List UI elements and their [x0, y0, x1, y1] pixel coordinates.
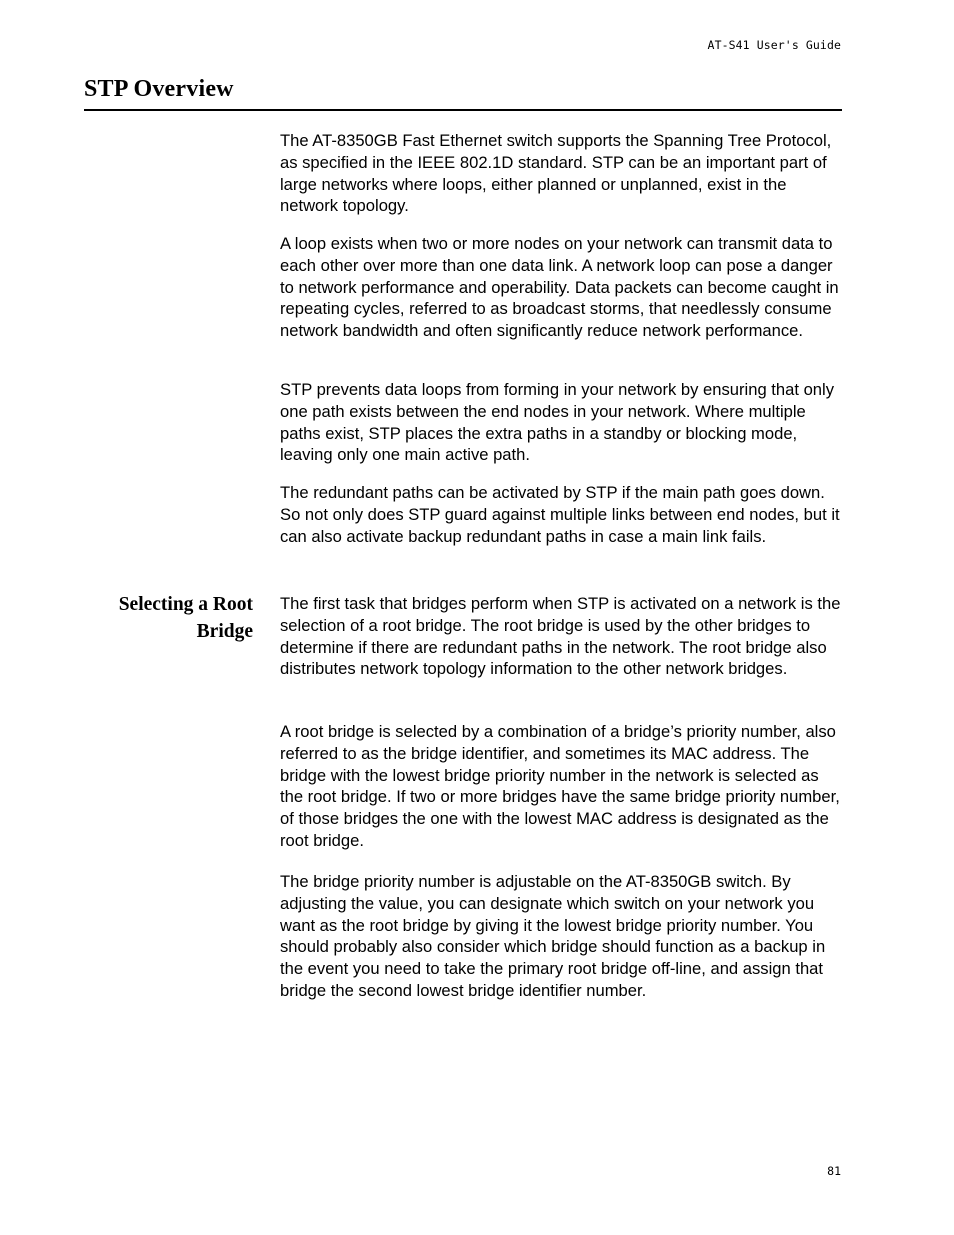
page-number: 81 [827, 1164, 841, 1178]
paragraph-stp-prevents-loops [280, 379, 842, 466]
paragraph-text: A root bridge is selected by a combination of a bridge’s priority number, also referred to as the bridge identifier, and sometimes its MAC address. The bridge with the lowest bridge priority number in the network is selected as the root bridge. If two or more bridges have the same bridge priority number, of those bridges the one with the lowest MAC address is designated as the root bridge. [280, 722, 840, 850]
paragraph-bridge-priority [280, 871, 842, 1002]
paragraph-root-bridge-task [280, 593, 842, 680]
paragraph-network-loop [280, 233, 842, 342]
subsection-title: Selecting a Root Bridge [118, 594, 253, 642]
paragraph-text: The bridge priority number is adjustable on the AT-8350GB switch. By adjusting the value, you can designate which switch on your network you want as the root bridge by giving it the lowest bridge priority number. You should probably also consider which bridge should function as a backup in the event you need to take the primary root bridge off-line, and assign that bridge the second lowest bridge identifier number. [280, 872, 826, 1000]
section-title: STP Overview [84, 76, 234, 102]
paragraph-text: A loop exists when two or more nodes on your network can transmit data to each other over more than one data link. A network loop can pose a danger to network performance and operability. Data packets can become caught in repeating cycles, referred to as broadcast storms, that needlessly consume network bandwidth and often significantly reduce network performance. [280, 234, 839, 341]
section-divider [84, 109, 842, 111]
paragraph-text: The redundant paths can be activated by STP if the main path goes down. So not only does STP guard against multiple links between end nodes, but it can also activate backup redundant paths in case a main link fails. [280, 483, 840, 546]
running-header: AT-S41 User's Guide [707, 38, 841, 52]
paragraph-text: The first task that bridges perform when STP is activated on a network is the selection of a root bridge. The root bridge is used by the other bridges to determine if there are redundant paths in the network. The root bridge also distributes network topology information to the other network bridges. [280, 594, 841, 679]
paragraph-root-bridge-selection [280, 721, 842, 852]
paragraph-text: STP prevents data loops from forming in your network by ensuring that only one path exists between the end nodes in your network. Where multiple paths exist, STP places the extra paths in a standby or blocking mode, leaving only one main active path. [280, 380, 835, 465]
paragraph-redundant-paths [280, 482, 842, 547]
paragraph-text: The AT-8350GB Fast Ethernet switch supports the Spanning Tree Protocol, as specified in the IEEE 802.1D standard. STP can be an important part of large networks where loops, either planned or unplanned, exist in the network topology. [280, 131, 832, 216]
paragraph-stp-intro [280, 130, 842, 217]
